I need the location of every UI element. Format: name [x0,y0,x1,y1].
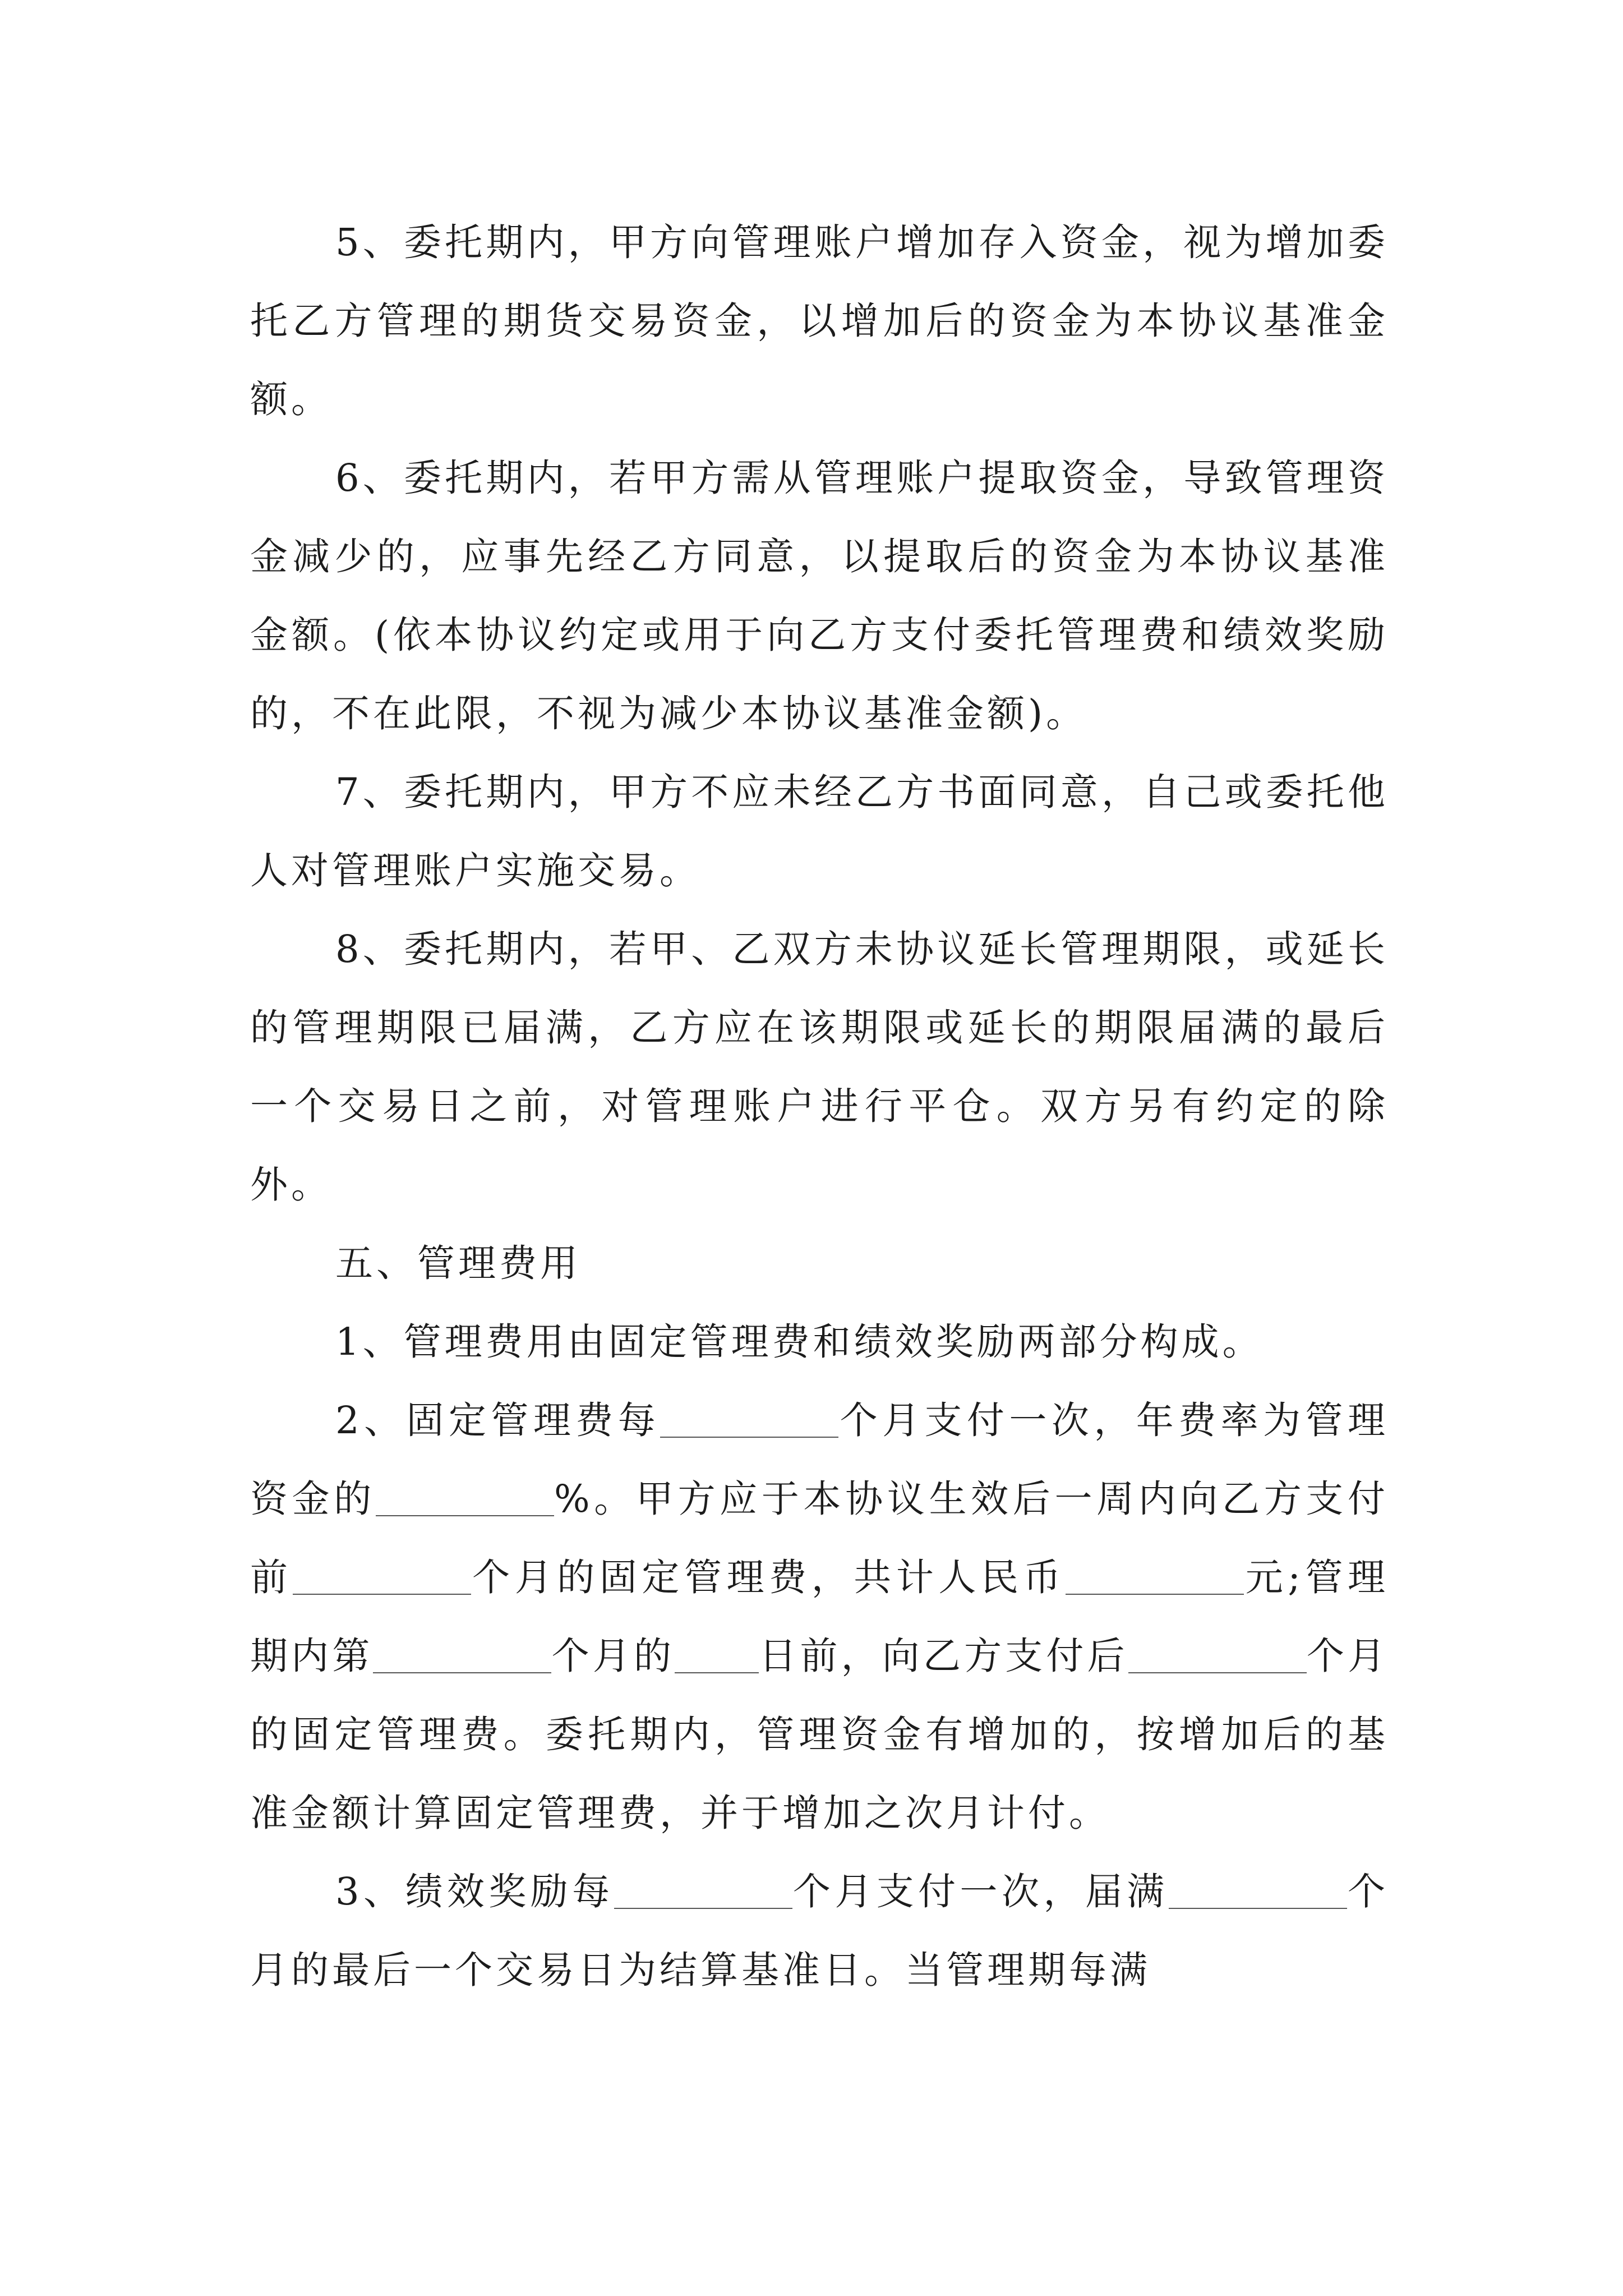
fee-clause-2 [250,1381,1389,1852]
fee-clause-2-text-h: 个月的固定管理费。委托期内，管理资金有增加的，按增加后的基准金额计算固定管理费，并于增加之次月计付。 [250,1634,1389,1835]
blank-day-number[interactable] [675,1639,759,1673]
blank-month-number[interactable] [373,1639,551,1673]
fee-clause-3-text-a: 3、绩效奖励每 [335,1870,614,1913]
section-heading: 五、管理费用 [335,1241,581,1285]
fee-clause-2-text-e: 元;管理期内第 [250,1556,1389,1678]
fee-clause-2-text-b: 个月支付一次，年费率为管理资金的 [250,1398,1389,1521]
fee-clause-3 [250,1852,1389,2009]
fee-clause-2-text-g: 日前，向乙方支付后 [759,1634,1128,1678]
fee-clause-3-text-c: 个月的最后一个交易日为结算基准日。当管理期每满 [250,1870,1389,1992]
clause-7: 7、委托期内，甲方不应未经乙方书面同意，自己或委托他人对管理账户实施交易。 [250,770,1389,892]
blank-annual-fee-rate[interactable] [376,1481,554,1516]
clause-6: 6、委托期内，若甲方需从管理账户提取资金，导致管理资金减少的，应事先经乙方同意，以提取后的资金为本协议基准金额。(依本协议约定或用于向乙方支付委托管理费和绩效奖励的，不在此限，不视为减少本协议基准金额)。 [250,456,1389,735]
blank-settlement-months[interactable] [1169,1874,1347,1909]
fee-clause-3-text-b: 个月支付一次，届满 [792,1870,1169,1913]
blank-prepaid-months[interactable] [293,1560,471,1595]
fee-clause-2-text-c: %。甲方应于本协议生效后一周内向乙方支付前 [250,1477,1389,1599]
document-body [250,203,1389,2009]
blank-following-months[interactable] [1128,1639,1307,1673]
fee-clause-1: 1、管理费用由固定管理费和绩效奖励两部分构成。 [335,1320,1264,1364]
clause-8: 8、委托期内，若甲、乙双方未协议延长管理期限，或延长的管理期限已届满，乙方应在该期限或延长的期限届满的最后一个交易日之前，对管理账户进行平仓。双方另有约定的除外。 [250,927,1389,1207]
fee-clause-2-text-f: 个月的 [551,1634,675,1678]
fee-clause-2-text-d: 个月的固定管理费，共计人民币 [471,1556,1066,1599]
blank-bonus-interval-months[interactable] [614,1874,792,1909]
blank-amount-rmb[interactable] [1066,1560,1244,1595]
fee-clause-2-text-a: 2、固定管理费每 [335,1398,661,1442]
blank-payment-interval-months[interactable] [660,1403,838,1438]
clause-5: 5、委托期内，甲方向管理账户增加存入资金，视为增加委托乙方管理的期货交易资金，以增加后的资金为本协议基准金额。 [250,220,1389,421]
